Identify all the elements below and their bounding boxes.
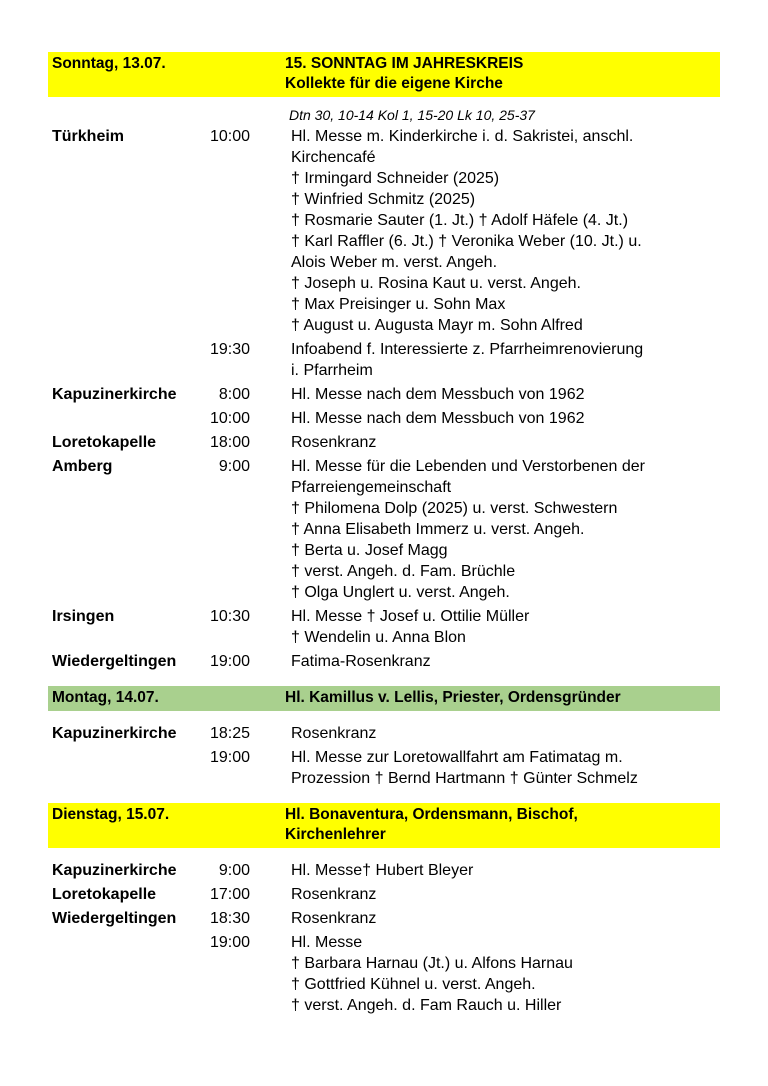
location: [48, 932, 200, 1016]
desc-line: † Berta u. Josef Magg: [291, 542, 448, 559]
description: [291, 860, 720, 881]
day-title-line: 15. SONNTAG IM JAHRESKREIS: [285, 55, 524, 72]
day-title-line: Hl. Bonaventura, Ordensmann, Bischof,: [285, 806, 578, 823]
desc-line: Prozession † Bernd Hartmann † Günter Schmelz: [291, 770, 638, 787]
service-entry: [48, 408, 720, 429]
day-date: Sonntag, 13.07.: [52, 55, 166, 72]
desc-line: Hl. Messe: [291, 934, 363, 951]
service-entry: [48, 456, 720, 603]
day-title: [285, 805, 716, 845]
time: 9:00: [218, 458, 250, 475]
service-entry: [48, 723, 720, 744]
time: 10:00: [209, 410, 250, 427]
desc-line: † Barbara Harnau (Jt.) u. Alfons Harnau: [291, 955, 573, 972]
desc-line: i. Pfarrheim: [291, 362, 373, 379]
description: [291, 932, 720, 1016]
time: 10:00: [209, 128, 250, 145]
desc-line: † Irmingard Schneider (2025): [291, 170, 500, 187]
desc-line: Hl. Messe † Josef u. Ottilie Müller: [291, 608, 530, 625]
time: 18:30: [209, 910, 250, 927]
location: [48, 408, 200, 429]
desc-line: † Olga Unglert u. verst. Angeh.: [291, 584, 510, 601]
day-header-monday: [48, 686, 720, 711]
desc-line: † Anna Elisabeth Immerz u. verst. Angeh.: [291, 521, 585, 538]
time: 18:00: [209, 434, 250, 451]
time: 19:00: [209, 934, 250, 951]
desc-line: Fatima-Rosenkranz: [291, 653, 431, 670]
day-header-tuesday: [48, 803, 720, 848]
description: [291, 723, 720, 744]
desc-line: Rosenkranz: [291, 434, 377, 451]
desc-line: Rosenkranz: [291, 725, 377, 742]
time: 17:00: [209, 886, 250, 903]
day-date: Montag, 14.07.: [52, 689, 159, 706]
service-entry: [48, 339, 720, 381]
service-entry: [48, 651, 720, 672]
description: [291, 908, 720, 929]
desc-line: † verst. Angeh. d. Fam. Brüchle: [291, 563, 516, 580]
desc-line: Hl. Messe zur Loretowallfahrt am Fatimatag m.: [291, 749, 623, 766]
desc-line: Infoabend f. Interessierte z. Pfarrheimrenovierung: [291, 341, 644, 358]
desc-line: Kirchencafé: [291, 149, 376, 166]
desc-line: † August u. Augusta Mayr m. Sohn Alfred: [291, 317, 583, 334]
day-title: [285, 54, 716, 94]
day-header-sunday: [48, 52, 720, 97]
location: Loretokapelle: [52, 886, 157, 903]
location: [48, 747, 200, 789]
desc-line: Hl. Messe für die Lebenden und Verstorbenen der: [291, 458, 646, 475]
desc-line: Alois Weber m. verst. Angeh.: [291, 254, 498, 271]
description: [291, 651, 720, 672]
location: [48, 339, 200, 381]
description: [291, 884, 720, 905]
location: Kapuzinerkirche: [52, 725, 177, 742]
desc-line: † Philomena Dolp (2025) u. verst. Schwestern: [291, 500, 618, 517]
desc-line: Hl. Messe nach dem Messbuch von 1962: [291, 410, 585, 427]
time: 19:00: [209, 653, 250, 670]
desc-line: Pfarreiengemeinschaft: [291, 479, 452, 496]
desc-line: † Rosmarie Sauter (1. Jt.) † Adolf Häfele (4. Jt.): [291, 212, 629, 229]
time: 19:30: [209, 341, 250, 358]
time: 9:00: [218, 862, 250, 879]
time: 18:25: [209, 725, 250, 742]
location: Wiedergeltingen: [52, 910, 177, 927]
time: 19:00: [209, 749, 250, 766]
scripture-readings: Dtn 30, 10-14 Kol 1, 15-20 Lk 10, 25-37: [289, 107, 535, 123]
description: [291, 456, 720, 603]
description: [291, 606, 720, 648]
desc-line: † Winfried Schmitz (2025): [291, 191, 476, 208]
location: Irsingen: [52, 608, 115, 625]
desc-line: † Joseph u. Rosina Kaut u. verst. Angeh.: [291, 275, 581, 292]
desc-line: † Karl Raffler (6. Jt.) † Veronika Weber (10. Jt.) u.: [291, 233, 642, 250]
location: Kapuzinerkirche: [52, 862, 177, 879]
description: [291, 747, 720, 789]
description: [291, 384, 720, 405]
day-title: [285, 688, 716, 708]
location: Loretokapelle: [52, 434, 157, 451]
description: [291, 432, 720, 453]
desc-line: † verst. Angeh. d. Fam Rauch u. Hiller: [291, 997, 562, 1014]
service-entry: [48, 384, 720, 405]
service-entry: [48, 432, 720, 453]
service-entry: [48, 606, 720, 648]
service-entry: [48, 908, 720, 929]
service-entry: [48, 126, 720, 336]
time: 8:00: [218, 386, 250, 403]
day-title-line: Kirchenlehrer: [285, 826, 386, 843]
description: [291, 339, 720, 381]
schedule-page: [48, 52, 720, 1016]
desc-line: † Max Preisinger u. Sohn Max: [291, 296, 506, 313]
location: Türkheim: [52, 128, 125, 145]
location: Amberg: [52, 458, 113, 475]
service-entry: [48, 932, 720, 1016]
description: [291, 126, 720, 336]
desc-line: Rosenkranz: [291, 910, 377, 927]
description: [291, 408, 720, 429]
desc-line: Rosenkranz: [291, 886, 377, 903]
desc-line: † Gottfried Kühnel u. verst. Angeh.: [291, 976, 536, 993]
desc-line: Hl. Messe nach dem Messbuch von 1962: [291, 386, 585, 403]
service-entry: [48, 860, 720, 881]
day-title-line: Kollekte für die eigene Kirche: [285, 75, 503, 92]
time: 10:30: [209, 608, 250, 625]
day-title-line: Hl. Kamillus v. Lellis, Priester, Ordensgründer: [285, 689, 621, 706]
location: Kapuzinerkirche: [52, 386, 177, 403]
location: Wiedergeltingen: [52, 653, 177, 670]
desc-line: † Wendelin u. Anna Blon: [291, 629, 466, 646]
service-entry: [48, 884, 720, 905]
desc-line: Hl. Messe m. Kinderkirche i. d. Sakristei, anschl.: [291, 128, 634, 145]
service-entry: [48, 747, 720, 789]
desc-line: Hl. Messe† Hubert Bleyer: [291, 862, 474, 879]
day-date: Dienstag, 15.07.: [52, 806, 170, 823]
